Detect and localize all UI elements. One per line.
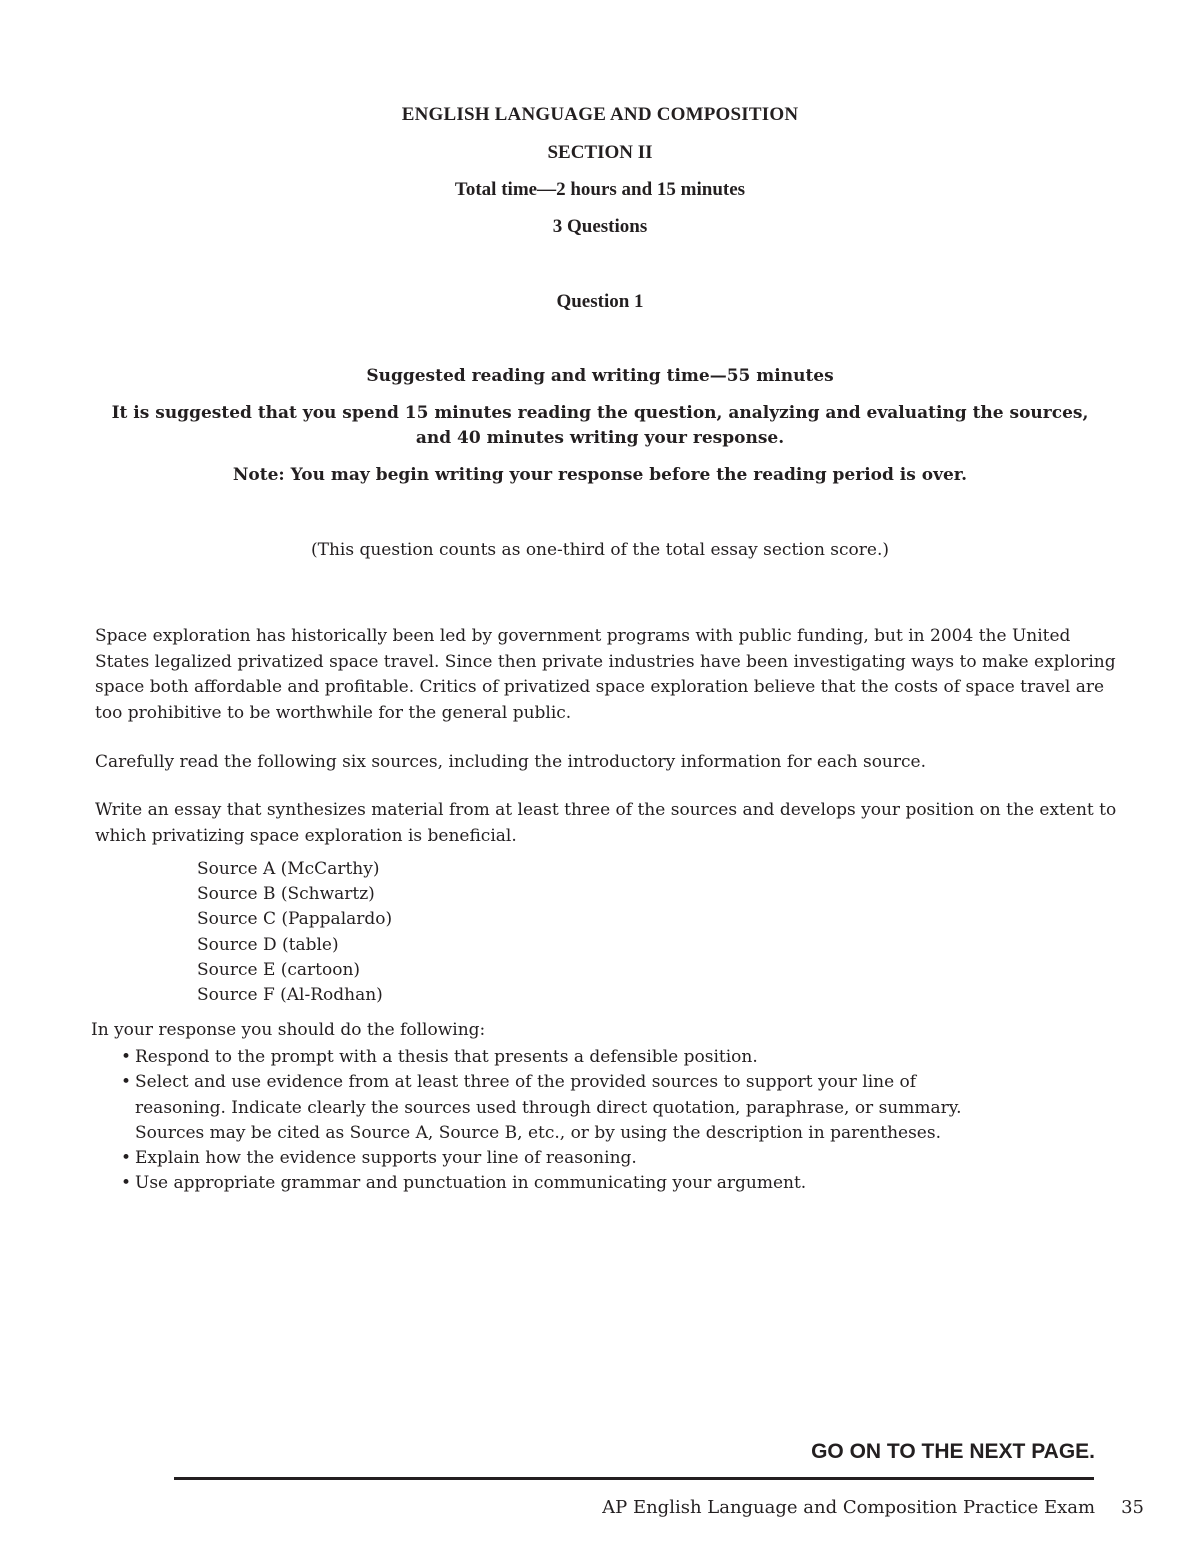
task-line: Write an essay that synthesizes material from at least three of the sources and develops your position on the extent to <box>95 800 1117 820</box>
source-list <box>197 857 392 1008</box>
instructions-heading: In your response you should do the following: <box>91 1020 486 1040</box>
source-item: Source C (Pappalardo) <box>197 909 393 930</box>
bullet-icon: • <box>121 1148 132 1169</box>
read-sources-paragraph: Carefully read the following six sources, including the introductory information for each source. <box>95 752 926 772</box>
exam-name: AP English Language and Composition Practice Exam <box>602 1497 1096 1518</box>
time-advice-line-1: It is suggested that you spend 15 minutes reading the question, analyzing and evaluating the sources, <box>111 403 1089 423</box>
exam-title: ENGLISH LANGUAGE AND COMPOSITION <box>401 104 799 125</box>
footer-divider <box>174 1477 1094 1480</box>
intro-line: too prohibitive to be worthwhile for the general public. <box>95 702 572 723</box>
instruction-item <box>121 1171 962 1196</box>
instruction-text: Select and use evidence from at least three of the provided sources to support your line of <box>135 1072 917 1093</box>
instruction-list <box>121 1045 962 1197</box>
question-count: 3 Questions <box>552 216 648 237</box>
instruction-item <box>121 1070 962 1146</box>
bullet-icon: • <box>121 1173 132 1194</box>
instruction-item <box>121 1045 962 1070</box>
section-heading: SECTION II <box>547 142 653 163</box>
intro-paragraph <box>95 624 1125 726</box>
instruction-text: Respond to the prompt with a thesis that presents a defensible position. <box>135 1047 758 1067</box>
source-item: Source A (McCarthy) <box>197 859 380 879</box>
instruction-item <box>121 1146 962 1171</box>
total-time: Total time—2 hours and 15 minutes <box>454 179 746 200</box>
bullet-icon: • <box>121 1047 132 1067</box>
intro-line: States legalized privatized space travel. Since then private industries have been investigating ways to make exploring <box>95 651 1116 672</box>
instruction-text: reasoning. Indicate clearly the sources used through direct quotation, paraphrase, or summary. <box>135 1097 962 1118</box>
go-on-notice: GO ON TO THE NEXT PAGE. <box>811 1440 1095 1463</box>
page-number: 35 <box>1121 1497 1144 1518</box>
reading-note: Note: You may begin writing your response before the reading period is over. <box>232 465 968 485</box>
instruction-text: Use appropriate grammar and punctuation in communicating your argument. <box>135 1173 807 1194</box>
suggested-time: Suggested reading and writing time—55 minutes <box>366 366 834 386</box>
instruction-text: Explain how the evidence supports your line of reasoning. <box>135 1148 637 1169</box>
task-paragraph <box>95 798 1125 849</box>
intro-line: space both affordable and profitable. Critics of privatized space exploration believe that the costs of space travel are <box>95 677 1105 697</box>
source-item: Source D (table) <box>197 934 339 955</box>
instruction-text: Sources may be cited as Source A, Source B, etc., or by using the description in parentheses. <box>135 1122 941 1143</box>
intro-line: Space exploration has historically been led by government programs with public funding, but in 2004 the United <box>95 626 1071 646</box>
score-weight-note: (This question counts as one-third of the total essay section score.) <box>310 540 890 560</box>
source-item: Source F (Al-Rodhan) <box>197 985 383 1006</box>
page-footer <box>602 1497 1144 1518</box>
bullet-icon: • <box>121 1072 132 1093</box>
source-item: Source E (cartoon) <box>197 959 361 980</box>
time-advice-line-2: and 40 minutes writing your response. <box>415 428 785 448</box>
task-line: which privatizing space exploration is beneficial. <box>95 825 517 846</box>
question-label: Question 1 <box>556 291 644 312</box>
source-item: Source B (Schwartz) <box>197 884 375 905</box>
